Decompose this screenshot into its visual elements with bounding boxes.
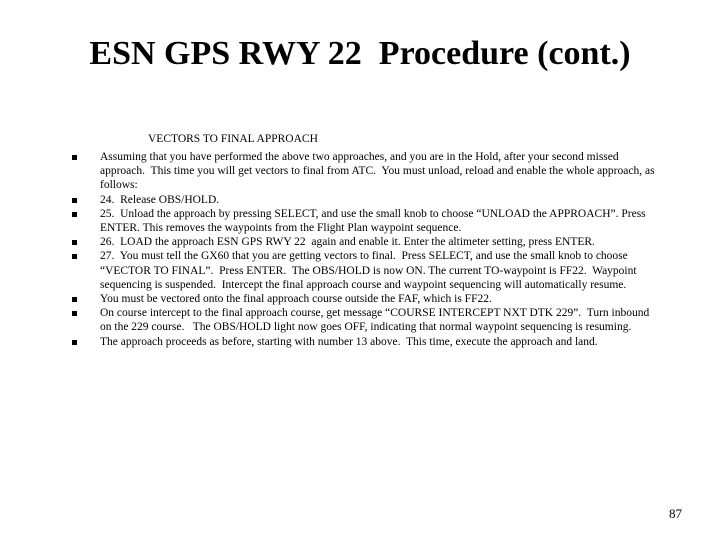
square-bullet-icon — [72, 297, 77, 302]
bullet-item — [72, 335, 662, 349]
bullet-item — [72, 193, 662, 207]
bullet-text: 24. Release OBS/HOLD. — [100, 193, 220, 206]
bullet-text: 25. Unload the approach by pressing SELECT, and use the small knob to choose “UNLOAD the APPROACH”. Press ENTER. This removes the waypoints from the Flight Plan waypoint sequence. — [100, 207, 649, 235]
bullet-text: Assuming that you have performed the above two approaches, and you are in the Hold, after your second missed approach. This time you will get vectors to final from ATC. You must unload, reload and enable the whole approach, as follows: — [100, 151, 658, 192]
square-bullet-icon — [72, 311, 77, 316]
bullet-item — [72, 150, 662, 193]
bullet-item — [72, 249, 662, 292]
bullet-item — [72, 306, 662, 334]
square-bullet-icon — [72, 254, 77, 259]
square-bullet-icon — [72, 212, 77, 217]
bullet-item — [72, 207, 662, 235]
bullet-item — [72, 292, 662, 306]
bullet-text: You must be vectored onto the final approach course outside the FAF, which is FF22. — [100, 293, 492, 306]
square-bullet-icon — [72, 155, 77, 160]
page-number: 87 — [669, 506, 682, 521]
square-bullet-icon — [72, 340, 77, 345]
bullet-text: On course intercept to the final approach course, get message “COURSE INTERCEPT NXT DTK 229”. Turn inbound on the 229 course. The OBS/HOLD light now goes OFF, indicating that normal waypoint sequencing is resuming. — [100, 307, 653, 334]
square-bullet-icon — [72, 240, 77, 245]
square-bullet-icon — [72, 198, 77, 203]
bullet-list — [72, 150, 662, 349]
bullet-text: The approach proceeds as before, starting with number 13 above. This time, execute the approach and land. — [100, 335, 598, 348]
slide-title: ESN GPS RWY 22 Procedure (cont.) — [89, 35, 631, 72]
bullet-text: 27. You must tell the GX60 that you are getting vectors to final. Press SELECT, and use the small knob to choose “VECTOR TO FINAL”. Press ENTER. The OBS/HOLD is now ON. The current TO-waypoint is FF22. Waypoint sequencing is suspended. Intercept the final approach course and waypoint sequencing will automatically resume. — [100, 250, 640, 291]
bullet-text: 26. LOAD the approach ESN GPS RWY 22 again and enable it. Enter the altimeter setting, press ENTER. — [100, 236, 595, 249]
section-heading: VECTORS TO FINAL APPROACH — [148, 133, 318, 145]
bullet-item — [72, 235, 662, 249]
